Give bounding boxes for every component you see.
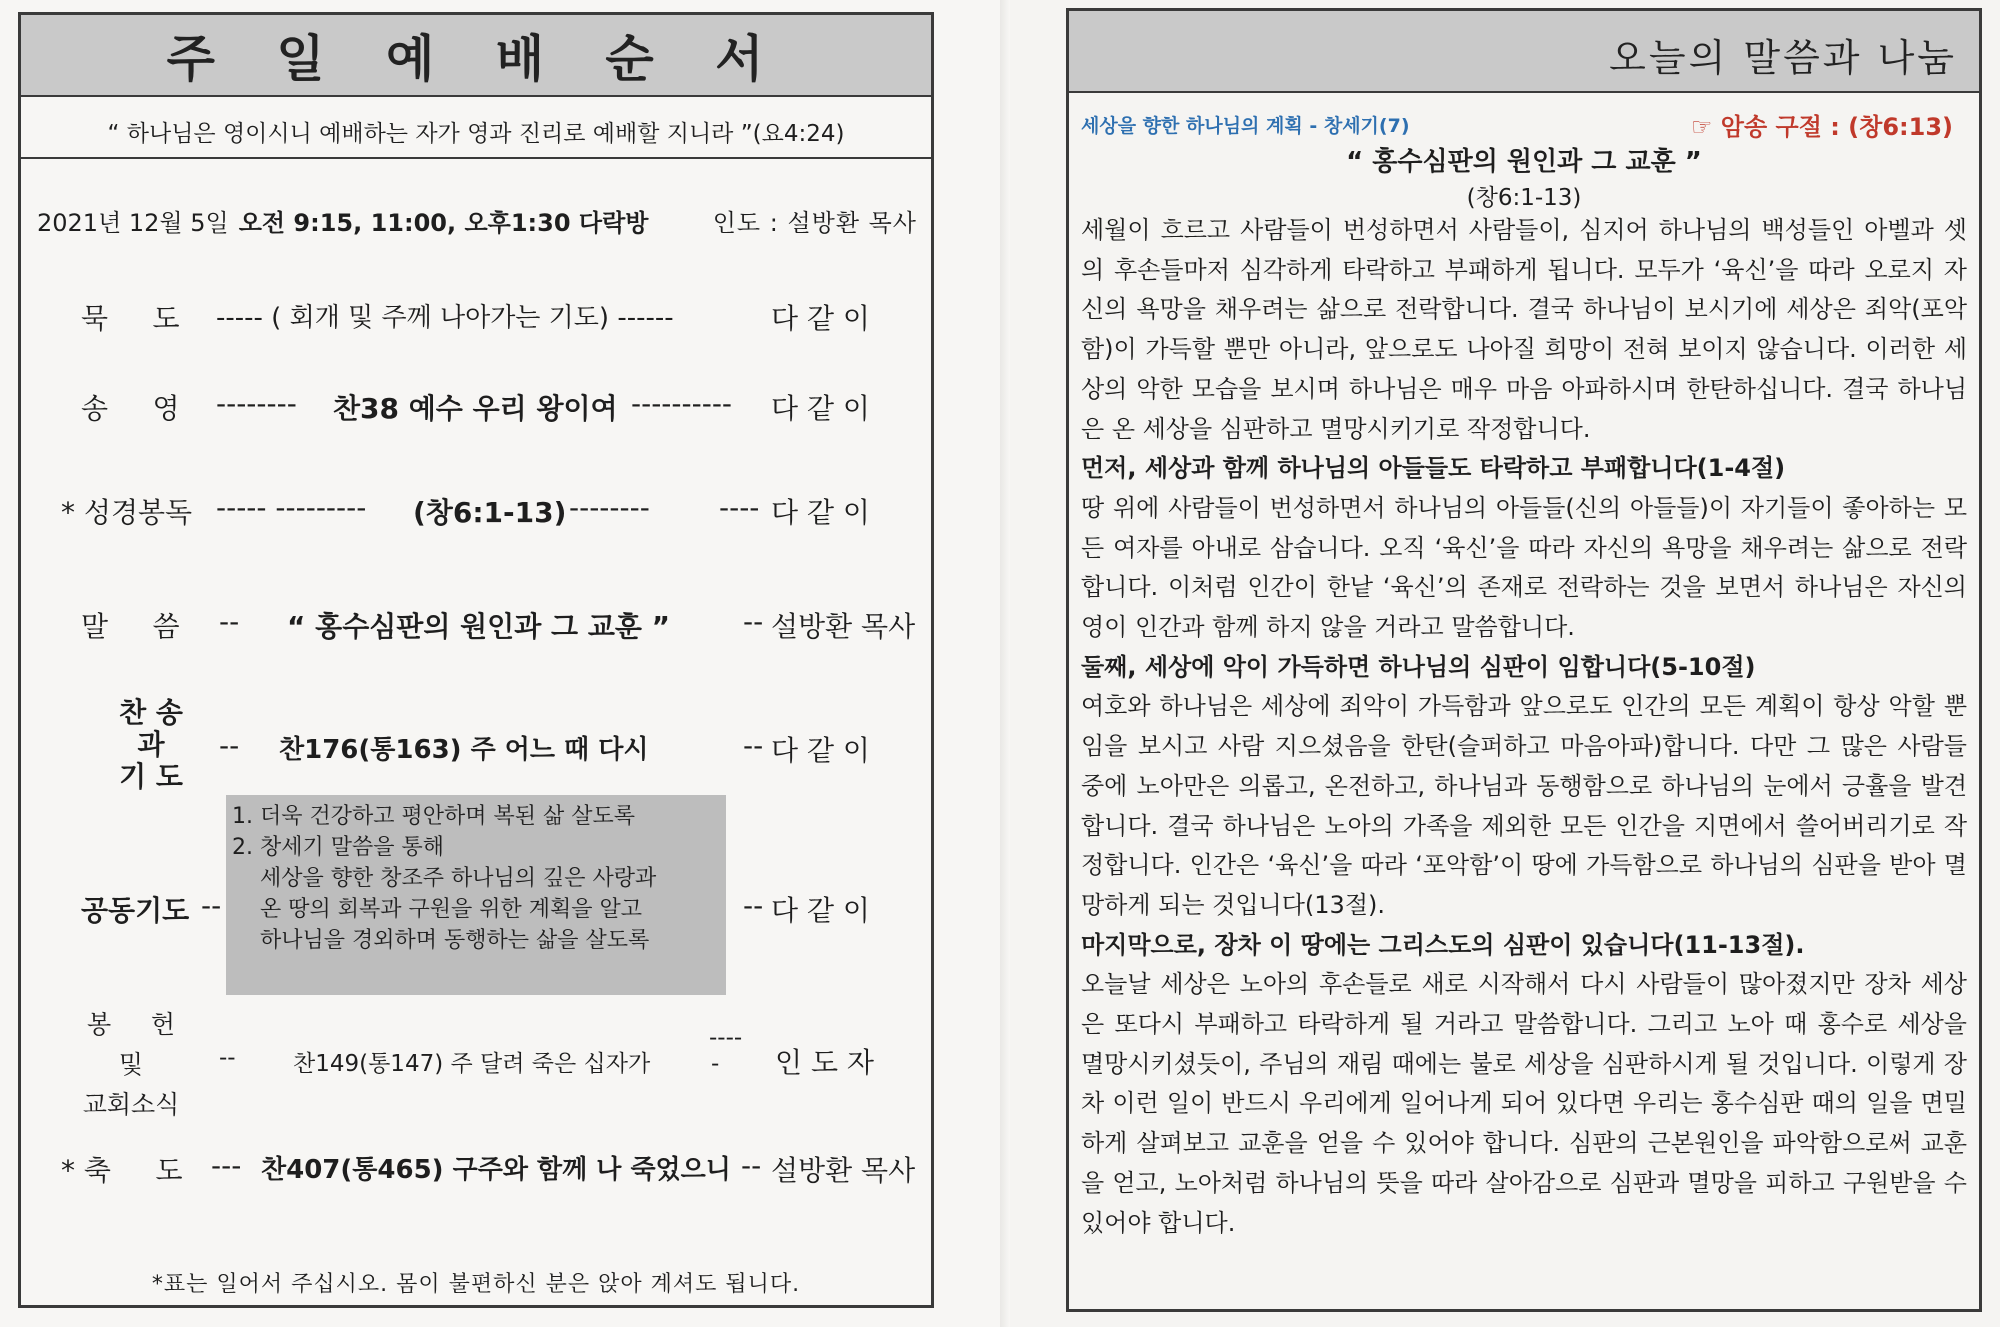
prayer-topic: 세상을 향한 창조주 하나님의 깊은 사랑과 [232, 866, 657, 891]
prayer-topic: 하나님을 경외하며 동행하는 삶을 살도록 [232, 928, 650, 953]
label-line: 봉 헌 [86, 1010, 176, 1039]
service-date-line [37, 203, 917, 238]
row-leader: 설방환 목사 [771, 1154, 916, 1187]
label-line: 과 [137, 728, 165, 761]
intro-paragraph: 세월이 흐르고 사람들이 번성하면서 사람들이, 심지어 하나님의 백성들인 아벨과 셋의 후손들마저 심각하게 타락하고 부패하게 됩니다. 모두가 ‘육신’을 따라 오로지 자신의 욕망을 채우려는 삶으로 전락합니다. 결국 하나님이 보시기에 세상은 죄악(포악함)이 가득할 뿐만 아니라, 앞으로도 나아질 희망이 전혀 보이지 않습니다. 이러한 세상의 악한 모습을 보시며 하나님은 매우 마음 아파하시며 한탄하십니다. 결국 하나님은 온 세상을 심판하고 멸망시키기로 작정합니다. [1081, 216, 1967, 443]
body-paragraph: 땅 위에 사람들이 번성하면서 하나님의 아들들(신의 아들들)이 자기들이 좋아하는 모든 여자를 아내로 삼습니다. 오직 ‘육신’을 따라 자신의 욕망을 채우려는 삶으로 전락합니다. 이처럼 인간이 한낱 ‘육신’의 존재로 전락하는 것을 보면서 하나님은 자신의 영이 인간과 함께 하지 않을 거라고 말씀합니다. [1081, 493, 1967, 642]
prayer-topic: 1. 더욱 건강하고 평안하며 복된 삶 살도록 [232, 804, 635, 829]
row-dash: -- [219, 1045, 236, 1071]
order-of-service-box [18, 12, 934, 1308]
pointing-hand-icon: ☞ [1690, 113, 1713, 141]
row-dash: -- [743, 889, 764, 922]
label-line: 교회소식 [82, 1090, 180, 1119]
body-paragraph: 오늘날 세상은 노아의 후손들로 새로 시작해서 다시 사람들이 많아졌지만 장차 세상은 또다시 부패하고 타락하게 될 거라고 말씀합니다. 그리고 노아 때 홍수로 세상을 멸망시키셨듯이, 주님의 재림 때에는 불로 세상을 심판하시게 될 것입니다. 이렇게 장차 이런 일이 반드시 우리에게 일어나게 되어 있다면 우리는 홍수심판 때의 일을 면밀하게 살펴보고 교훈을 얻을 수 있어야 합니다. 심판의 근본원인을 파악함으로써 교훈을 얻고, 노아처럼 하나님의 뜻을 따라 살아감으로 심판과 멸망을 피하고 구원받을 수 있어야 합니다. [1081, 970, 1967, 1237]
label-line: 찬 송 [119, 696, 183, 729]
prayer-topics-box [226, 795, 726, 995]
row-label: * 축 도 [61, 1154, 183, 1187]
row-label: 말 씀 [81, 610, 180, 643]
row-leader: 인 도 자 [775, 1046, 874, 1079]
label-line: 및 [118, 1050, 144, 1079]
row-label: 공동기도 [81, 894, 190, 927]
point-heading: 둘째, 세상에 악이 가득하면 하나님의 심판이 임합니다(5-10절) [1081, 652, 1756, 681]
divider [21, 157, 931, 159]
row-leader: 다 같 이 [771, 734, 870, 767]
series-title: 세상을 향한 하나님의 계획 - 창세기(7) [1081, 115, 1410, 137]
row-content: 찬407(통465) 구주와 함께 나 죽었으니 [261, 1155, 731, 1185]
row-content: “ 홍수심판의 원인과 그 교훈 ” [287, 610, 671, 643]
body-paragraph: 여호와 하나님은 세상에 죄악이 가득함과 앞으로도 인간의 모든 계획이 항상 악할 뿐임을 보시고 사람 지으셨음을 한탄(슬퍼하고 마음아파)합니다. 다만 그 많은 사람들 중에 노아만은 의롭고, 온전하고, 하나님과 동행함으로 하나님의 눈에서 긍휼을 발견합니다. 결국 하나님은 노아의 가족을 제외한 모든 인간을 지면에서 쓸어버리기로 작정합니다. 인간은 ‘육신’을 따라 ‘포악함’이 땅에 가득함으로 하나님의 심판을 받아 멸망하게 되는 것입니다(13절). [1081, 692, 1967, 919]
point-heading: 먼저, 세상과 함께 하나님의 아들들도 타락하고 부패합니다(1-4절) [1081, 454, 1786, 483]
row-dash: -- [219, 729, 240, 762]
row-leader: 다 같 이 [771, 894, 870, 927]
row-content: 찬176(통163) 주 어느 때 다시 [279, 735, 649, 765]
presider: 인도 : 설방환 목사 [712, 209, 917, 237]
row-dash: -------- [569, 491, 650, 524]
memory-verse [1691, 107, 1953, 142]
standing-note: *표는 일어서 주십시오. 몸이 불편하신 분은 앉아 계셔도 됩니다. [151, 1272, 801, 1297]
hymn-and-prayer-label [91, 697, 211, 793]
row-dash: ---- [709, 1025, 743, 1051]
row-content: 찬149(통147) 주 달려 죽은 십자가 [293, 1051, 651, 1077]
sermon-reference: (창6:1-13) [1466, 185, 1582, 211]
offering-label [61, 1005, 201, 1125]
sermon-notes-box [1066, 8, 1982, 1312]
row-label: 묵 도 [81, 302, 180, 335]
row-dash: --- [211, 1149, 242, 1182]
sermon-title: “ 홍수심판의 원인과 그 교훈 ” [1346, 147, 1702, 177]
row-content: 찬38 예수 우리 왕이여 [333, 392, 618, 425]
row-dash: -- [743, 729, 764, 762]
row-label: * 성경봉독 [61, 496, 193, 529]
right-page [1010, 0, 2000, 1327]
row-dash: -- [219, 605, 240, 638]
prayer-topic: 2. 창세기 말씀을 통해 [232, 835, 444, 860]
service-title-bar [21, 15, 931, 97]
service-date: 2021년 12월 5일 [37, 209, 229, 237]
sermon-body [1081, 211, 1967, 1243]
row-leader: 다 같 이 [771, 392, 870, 425]
row-content: ----- ( 회개 및 주께 나아가는 기도) ------ [216, 303, 674, 333]
row-dash: -- [201, 889, 222, 922]
memory-verse-text: 암송 구절 : (창6:13) [1720, 113, 1953, 141]
row-dash: ----- --------- [216, 491, 367, 524]
section-title: 오늘의 말씀과 나눔 [1609, 36, 1957, 80]
row-leader: 설방환 목사 [771, 610, 916, 643]
row-leader: 다 같 이 [771, 302, 870, 335]
point-heading: 마지막으로, 장차 이 땅에는 그리스도의 심판이 있습니다(11-13절). [1081, 930, 1805, 959]
sermon-header-bar [1069, 11, 1979, 93]
row-dash: ---- [719, 491, 760, 524]
row-dash: -------- [216, 387, 297, 420]
row-label: 송 영 [81, 392, 180, 425]
label-line: 기 도 [119, 760, 183, 793]
row-dash: - [711, 1051, 720, 1077]
row-leader: 다 같 이 [771, 496, 870, 529]
row-dash: ---------- [631, 387, 733, 420]
john-quote: “ 하나님은 영이시니 예배하는 자가 영과 진리로 예배할 지니라 ”(요4:24) [107, 121, 845, 147]
service-times: 오전 9:15, 11:00, 오후1:30 다락방 [238, 209, 649, 237]
row-dash: -- [741, 1149, 762, 1182]
row-dash: -- [743, 605, 764, 638]
prayer-topic: 온 땅의 회복과 구원을 위한 계획을 알고 [232, 897, 642, 922]
row-content: (창6:1-13) [413, 496, 567, 529]
service-title: 주 일 예 배 순 서 [166, 30, 786, 88]
